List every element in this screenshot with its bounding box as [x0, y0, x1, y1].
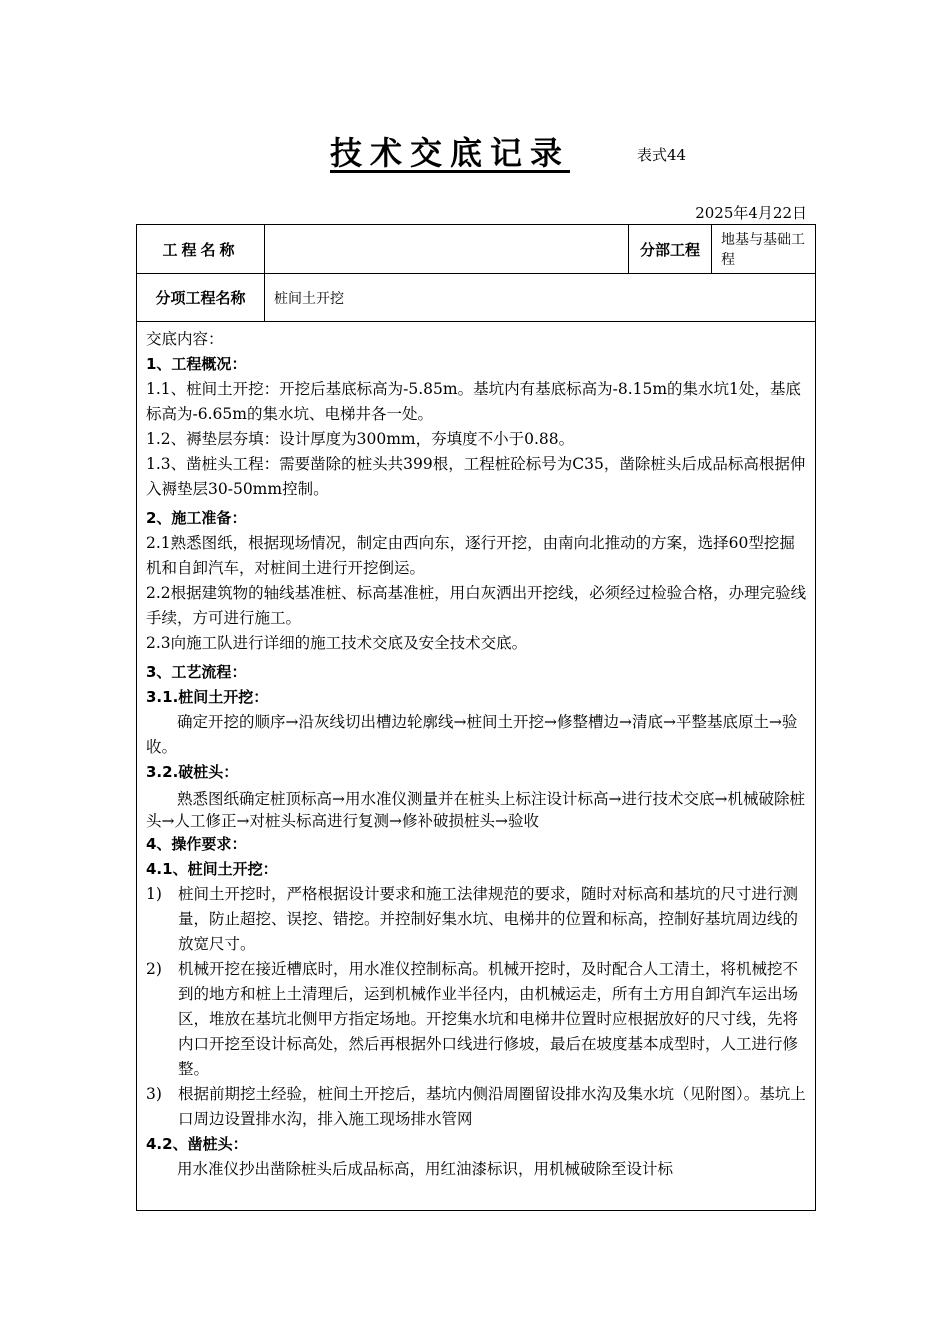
- section-4-2-title: 4.2、凿桩头：: [146, 1135, 248, 1153]
- list-item: [146, 1082, 807, 1132]
- form-number: 表式44: [637, 146, 687, 164]
- division-label: 分部工程: [628, 225, 711, 273]
- content-intro: 交底内容：: [146, 330, 224, 348]
- info-row-subitem: [137, 274, 815, 322]
- section-3-2-title: 3.2.破桩头：: [146, 763, 239, 781]
- section-2-paragraph: 2.3向施工队进行详细的施工技术交底及安全技术交底。: [146, 634, 528, 652]
- section-1-paragraph: 1.1、桩间土开挖：开挖后基底标高为-5.85m。基坑内有基底标高为-8.15m的集水坑1处，基底标高为-6.65m的集水坑、电梯井各一处。: [146, 380, 801, 423]
- disclosure-form: [136, 224, 816, 1211]
- list-item: [146, 882, 807, 957]
- list-item-number: 3): [146, 1085, 162, 1103]
- subitem-label: 分项工程名称: [155, 289, 246, 307]
- section-4-1-title: 4.1、桩间土开挖：: [146, 860, 278, 878]
- list-item-text: 根据前期挖土经验，桩间土开挖后，基坑内侧沿周圈留设排水沟及集水坑（见附图）。基坑上口周边设置排水沟，排入施工现场排水管网: [178, 1085, 806, 1128]
- section-3-1-title: 3.1.桩间土开挖：: [146, 688, 269, 706]
- section-3-title: 3、工艺流程：: [146, 663, 247, 681]
- list-item-text: 桩间土开挖时，严格根据设计要求和施工法律规范的要求，随时对标高和基坑的尺寸进行测量，防止超挖、误挖、错挖。并控制好集水坑、电梯井的位置和标高，控制好基坑周边线的放宽尺寸。: [178, 885, 799, 953]
- document-title: 技术交底记录: [330, 134, 571, 172]
- section-2-paragraph: 2.1熟悉图纸，根据现场情况，制定由西向东，逐行开挖，由南向北推动的方案，选择60型挖掘机和自卸汽车，对桩间土进行开挖倒运。: [146, 534, 795, 577]
- section-4-2-paragraph: 用水准仪抄出凿除桩头后成品标高，用红油漆标识，用机械破除至设计标: [177, 1160, 674, 1178]
- project-name-label: 工程名称: [162, 240, 239, 259]
- subitem-value: 桩间土开挖: [264, 274, 816, 321]
- disclosure-content: [137, 322, 815, 1182]
- list-item: [146, 957, 807, 1082]
- section-1-title: 1、工程概况：: [146, 355, 247, 373]
- section-3-1-paragraph: 确定开挖的顺序→沿灰线切出槽边轮廓线→桩间土开挖→修整槽边→清底→平整基底原土→验收。: [146, 713, 798, 756]
- list-item-number: 2): [146, 960, 162, 978]
- info-row-project: [137, 225, 815, 274]
- project-name-value: [264, 225, 628, 273]
- section-2-title: 2、施工准备：: [146, 509, 247, 527]
- section-1-paragraph: 1.2、褥垫层夯填：设计厚度为300mm，夯填度不小于0.88。: [146, 430, 575, 448]
- section-4-title: 4、操作要求：: [146, 835, 247, 853]
- section-1-paragraph: 1.3、凿桩头工程：需要凿除的桩头共399根，工程桩砼标号为C35，凿除桩头后成品标高根据伸入褥垫层30-50mm控制。: [146, 455, 806, 498]
- list-item-number: 1): [146, 885, 162, 903]
- section-3-2-paragraph: 熟悉图纸确定桩顶标高→用水准仪测量并在桩头上标注设计标高→进行技术交底→机械破除桩头→人工修正→对桩头标高进行复测→修补破损桩头→验收: [146, 790, 805, 830]
- section-2-paragraph: 2.2根据建筑物的轴线基准桩、标高基准桩，用白灰洒出开挖线，必须经过检验合格，办理完验线手续，方可进行施工。: [146, 584, 807, 627]
- document-date: 2025年4月22日: [695, 204, 807, 222]
- list-item-text: 机械开挖在接近槽底时，用水准仪控制标高。机械开挖时，及时配合人工清土，将机械挖不到的地方和桩上土清理后，运到机械作业半径内，由机械运走，所有土方用自卸汽车运出场区，堆放在基坑北侧甲方指定场地。开挖集水坑和电梯井位置时应根据放好的尺寸线，先将内口开挖至设计标高处，然后再根据外口线进行修坡，最后在坡度基本成型时，人工进行修整。: [178, 960, 799, 1078]
- division-value: 地基与基础工程: [711, 225, 816, 273]
